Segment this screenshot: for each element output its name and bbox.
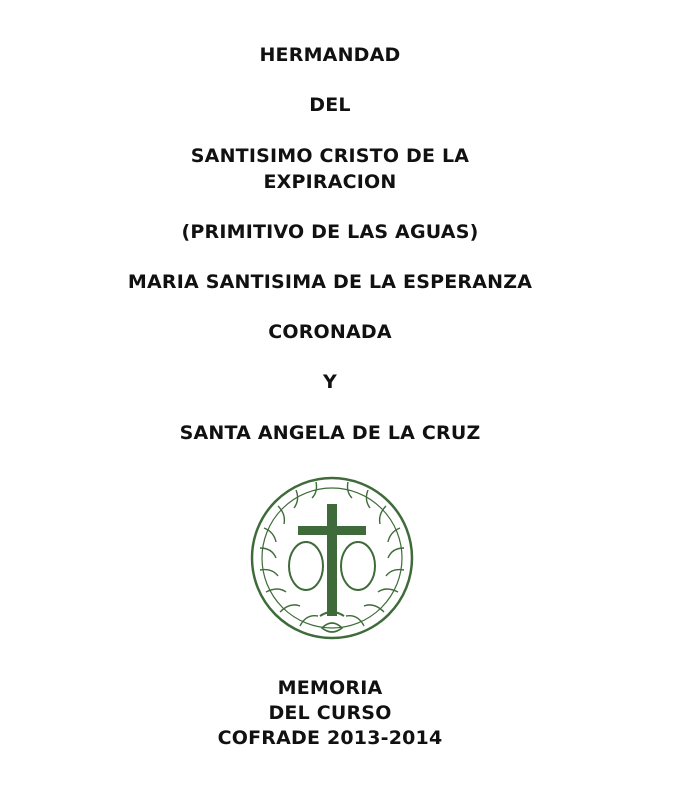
title-line-hermandad: HERMANDAD (259, 44, 401, 66)
title-line-del: DEL (309, 94, 351, 116)
title-line-y: Y (323, 371, 337, 393)
title-line-santisimo-cristo: SANTISIMO CRISTO DE LA (190, 145, 470, 167)
title-line-coronada: CORONADA (268, 321, 392, 343)
footer-line-memoria: MEMORIA (277, 677, 383, 699)
title-line-maria-santisima: MARIA SANTISIMA DE LA ESPERANZA (127, 271, 533, 293)
footer-line-cofrade: COFRADE 2013-2014 (217, 727, 443, 749)
crest-icon (244, 468, 420, 644)
title-line-expiracion: EXPIRACION (263, 171, 397, 193)
footer-line-del-curso: DEL CURSO (268, 702, 392, 724)
title-line-santa-angela: SANTA ANGELA DE LA CRUZ (179, 422, 481, 444)
title-line-primitivo: (PRIMITIVO DE LAS AGUAS) (181, 221, 479, 243)
